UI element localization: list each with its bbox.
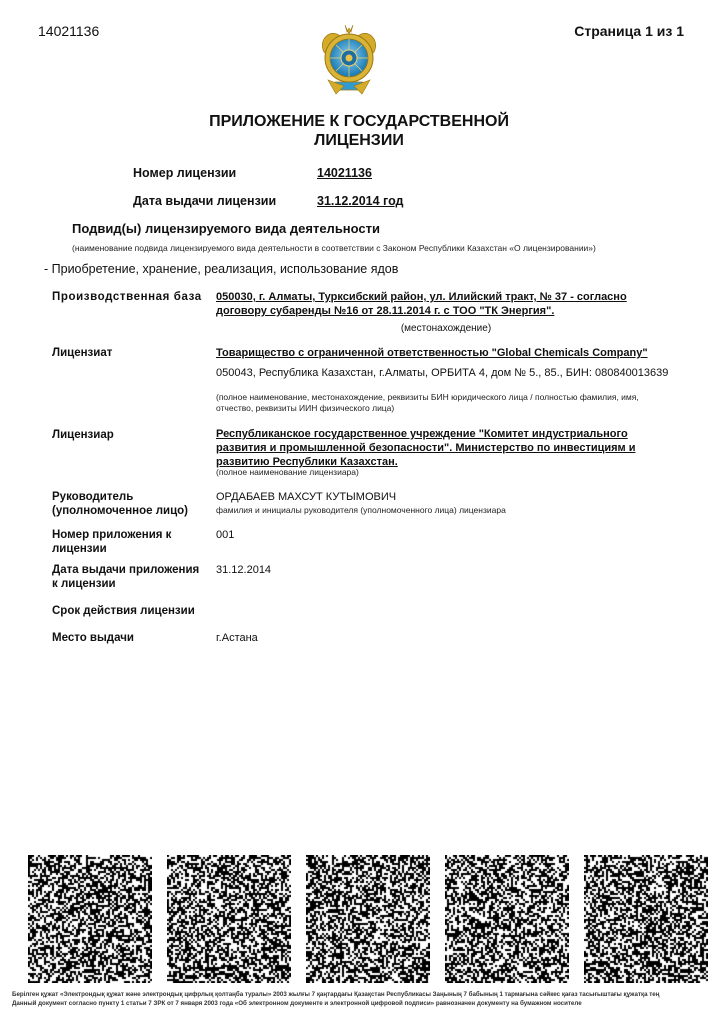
barcode-3 bbox=[306, 855, 430, 983]
barcode-1 bbox=[28, 855, 152, 983]
licensor-line-3: развитию Республики Казахстан. bbox=[216, 456, 398, 468]
production-base-line-1: 050030, г. Алматы, Турксибский район, ул. Илийский тракт, № 37 - согласно bbox=[216, 291, 627, 303]
activity-item: - Приобретение, хранение, реализация, использование ядов bbox=[44, 262, 399, 276]
page-indicator: Страница 1 из 1 bbox=[574, 23, 684, 39]
license-date-value: 31.12.2014 год bbox=[317, 194, 404, 208]
appendix-number-label-line-2: лицензии bbox=[52, 543, 107, 555]
licensee-address: 050043, Республика Казахстан, г.Алматы, ОРБИТА 4, дом № 5., 85., БИН: 080840013639 bbox=[216, 367, 669, 379]
licensee-note: (полное наименование, местонахождение, реквизиты БИН юридического лица / полностью фамилия, имя, отчество, реквизиты ИИН физического лица) bbox=[216, 392, 639, 413]
barcode-5 bbox=[584, 855, 708, 983]
barcode-4 bbox=[445, 855, 569, 983]
licensor-label: Лицензиар bbox=[52, 429, 114, 441]
head-label-line-1: Руководитель bbox=[52, 491, 134, 503]
document-title-line-2: ЛИЦЕНЗИИ bbox=[314, 132, 404, 149]
head-note: фамилия и инициалы руководителя (уполномоченного лица) лицензиара bbox=[216, 505, 506, 515]
head-label-line-2: (уполномоченное лицо) bbox=[52, 505, 189, 517]
footer-line-kazakh: Берілген құжат «Электрондық құжат және электрондық цифрлық қолтаңба туралы» 2003 жылғы 7 қаңтардағы Қазақстан Республикасы Заңының 7 бабының 1 тармағына сәйкес қағаз тасығыштағы құжатқа тең bbox=[12, 991, 660, 998]
barcode-2 bbox=[167, 855, 291, 983]
appendix-date-value: 31.12.2014 bbox=[216, 564, 272, 576]
appendix-number-label-line-1: Номер приложения к bbox=[52, 529, 172, 541]
licensor-line-1: Республиканское государственное учреждение "Комитет индустриального bbox=[216, 428, 628, 440]
licensor-note: (полное наименование лицензиара) bbox=[216, 467, 359, 477]
place-of-issue-label: Место выдачи bbox=[52, 632, 134, 644]
licensor-line-2: развития и промышленной безопасности". Министерство по инвестициям и bbox=[216, 442, 636, 454]
signature-barcodes bbox=[28, 855, 708, 985]
appendix-number-value: 001 bbox=[216, 529, 235, 541]
license-date-label: Дата выдачи лицензии bbox=[133, 194, 277, 208]
production-base-line-2: договору субаренды №16 от 28.11.2014 г. с ТОО "ТК Энергия". bbox=[216, 305, 555, 317]
legal-footer bbox=[12, 990, 702, 1008]
license-number-label: Номер лицензии bbox=[133, 166, 237, 180]
licensee-label: Лицензиат bbox=[52, 347, 113, 359]
document-number: 14021136 bbox=[38, 23, 100, 39]
subtype-heading: Подвид(ы) лицензируемого вида деятельности bbox=[72, 221, 381, 236]
validity-label: Срок действия лицензии bbox=[52, 605, 195, 617]
license-number-value: 14021136 bbox=[317, 166, 372, 180]
production-base-label: Производственная база bbox=[52, 291, 202, 303]
appendix-date-label-line-2: к лицензии bbox=[52, 578, 116, 590]
document-title-line-1: ПРИЛОЖЕНИЕ К ГОСУДАРСТВЕННОЙ bbox=[209, 113, 509, 130]
head-value: ОРДАБАЕВ МАХСУТ КУТЫМОВИЧ bbox=[216, 491, 397, 503]
place-of-issue-value: г.Астана bbox=[216, 632, 258, 644]
footer-line-russian: Данный документ согласно пункту 1 статьи 7 ЗРК от 7 января 2003 года «Об электронном документе и электронной цифровой подписи» равнозначен документу на бумажном носителе bbox=[12, 1000, 582, 1007]
licensee-name: Товарищество с ограниченной ответственностью "Global Chemicals Company" bbox=[216, 347, 648, 359]
production-base-note: (местонахождение) bbox=[400, 323, 492, 334]
subtype-note: (наименование подвида лицензируемого вида деятельности в соответствии с Законом Республики Казахстан «О лицензировании») bbox=[72, 243, 596, 253]
state-emblem-icon bbox=[316, 22, 382, 100]
appendix-date-label-line-1: Дата выдачи приложения bbox=[52, 564, 200, 576]
